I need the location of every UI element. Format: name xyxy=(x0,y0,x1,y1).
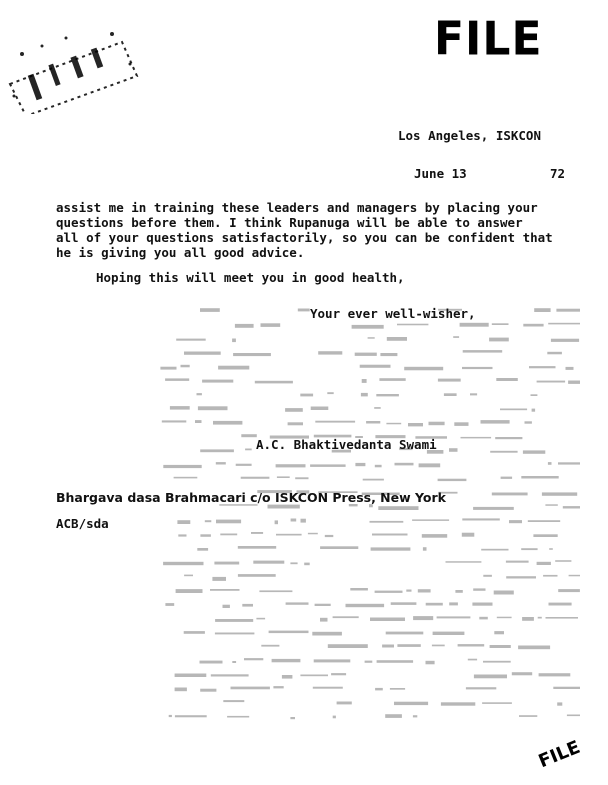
bleed-speck xyxy=(200,534,211,537)
bleed-speck xyxy=(377,660,414,663)
bleed-speck xyxy=(523,450,545,453)
bleed-speck xyxy=(522,617,534,621)
bleed-speck xyxy=(406,590,411,592)
bleed-speck xyxy=(455,590,462,593)
bleed-speck xyxy=(165,378,189,381)
bleed-speck xyxy=(374,407,381,409)
bleed-speck xyxy=(211,674,249,676)
bleed-speck xyxy=(438,479,467,481)
bleed-speck xyxy=(300,394,313,397)
bleed-speck xyxy=(318,351,342,354)
bleed-speck xyxy=(494,631,504,634)
bleed-speck xyxy=(366,421,380,424)
bleed-speck xyxy=(523,324,543,327)
bleed-speck xyxy=(365,661,373,663)
bleed-speck xyxy=(165,603,174,606)
bleed-speck xyxy=(461,437,492,439)
bleed-speck xyxy=(200,689,216,692)
bleed-speck xyxy=(220,534,237,536)
bleed-speck xyxy=(521,548,537,550)
bleed-speck xyxy=(474,675,507,679)
bleed-speck xyxy=(300,675,328,677)
bleed-speck xyxy=(232,339,236,343)
bleed-speck xyxy=(566,367,574,370)
bleed-speck xyxy=(489,338,509,342)
bleed-speck xyxy=(162,420,187,422)
bleed-speck xyxy=(378,506,418,510)
bleed-speck xyxy=(285,408,303,412)
bleed-speck xyxy=(210,589,240,591)
bleed-speck xyxy=(482,702,512,704)
bleed-speck xyxy=(370,618,405,622)
bleed-through-texture xyxy=(150,300,580,740)
bleed-speck xyxy=(473,507,514,510)
bleed-speck xyxy=(232,661,236,663)
recipient-line: Bhargava dasa Brahmacari c/o ISKCON Press, New York xyxy=(56,490,446,505)
bleed-speck xyxy=(413,715,417,717)
bleed-speck xyxy=(170,406,190,410)
bleed-speck xyxy=(242,604,253,607)
bleed-speck xyxy=(327,392,333,394)
bleed-speck xyxy=(216,462,226,464)
bleed-speck xyxy=(268,505,300,509)
bleed-speck xyxy=(490,645,511,648)
bleed-speck xyxy=(462,518,500,520)
bleed-speck xyxy=(195,420,202,423)
bleed-speck xyxy=(466,687,496,689)
bleed-speck xyxy=(355,353,377,356)
bleed-speck xyxy=(310,464,346,467)
letter-year: 72 xyxy=(550,166,566,181)
bleed-speck xyxy=(557,702,562,705)
bleed-speck xyxy=(419,463,441,467)
bleed-speck xyxy=(175,715,207,717)
bleed-speck xyxy=(163,562,203,565)
bleed-speck xyxy=(555,560,571,562)
bleed-speck xyxy=(453,336,459,338)
bleed-speck xyxy=(235,324,254,328)
bleed-speck xyxy=(290,562,297,564)
bleed-speck xyxy=(215,619,253,622)
bleed-speck xyxy=(547,352,562,355)
bleed-speck xyxy=(483,575,492,577)
body-line: he is giving you all good advice. xyxy=(56,245,305,260)
bleed-speck xyxy=(372,534,408,536)
bleed-speck xyxy=(500,409,527,411)
bleed-speck xyxy=(213,421,242,425)
bleed-speck xyxy=(543,575,557,577)
bleed-speck xyxy=(275,520,278,524)
file-stamp-bottom: FILE xyxy=(535,736,584,773)
bleed-speck xyxy=(531,394,538,396)
bleed-speck xyxy=(361,393,368,397)
bleed-speck xyxy=(462,367,493,369)
bleed-speck xyxy=(282,675,293,679)
bleed-speck xyxy=(382,645,394,648)
bleed-speck xyxy=(390,688,405,690)
bleed-speck xyxy=(497,617,512,619)
bleed-speck xyxy=(288,422,303,425)
bleed-speck xyxy=(160,367,176,370)
bleed-speck xyxy=(202,380,233,383)
bleed-speck xyxy=(529,366,556,368)
bleed-speck xyxy=(286,602,309,604)
bleed-speck xyxy=(350,588,368,591)
bleed-speck xyxy=(245,449,252,451)
bleed-speck xyxy=(231,687,270,690)
bleed-speck xyxy=(371,547,411,550)
bleed-speck xyxy=(253,561,284,564)
bleed-speck xyxy=(176,339,206,341)
bleed-speck xyxy=(433,632,465,635)
bleed-speck xyxy=(241,434,256,437)
bleed-speck xyxy=(325,535,334,537)
bleed-speck xyxy=(315,421,355,423)
bleed-speck xyxy=(176,589,203,593)
bleed-speck xyxy=(244,658,263,660)
bleed-speck xyxy=(490,451,517,453)
bleed-speck xyxy=(386,632,424,635)
bleed-speck xyxy=(437,616,471,618)
bleed-speck xyxy=(290,717,295,719)
bleed-speck xyxy=(481,420,510,424)
bleed-speck xyxy=(553,687,580,689)
bleed-speck xyxy=(422,534,447,538)
bleed-speck xyxy=(238,574,276,577)
bleed-speck xyxy=(528,520,560,522)
bleed-speck xyxy=(215,633,255,635)
bleed-speck xyxy=(481,549,508,551)
bleed-speck xyxy=(277,476,290,478)
bleed-speck xyxy=(255,381,293,384)
bleed-speck xyxy=(545,504,557,506)
bleed-speck xyxy=(181,365,190,368)
bleed-speck xyxy=(472,603,492,606)
bleed-speck xyxy=(368,337,375,339)
bleed-speck xyxy=(567,715,580,717)
bleed-speck xyxy=(438,309,462,311)
bleed-speck xyxy=(568,381,580,384)
bleed-speck xyxy=(479,617,488,620)
bleed-speck xyxy=(385,714,402,718)
bleed-speck xyxy=(539,673,571,676)
bleed-speck xyxy=(315,604,331,606)
bleed-speck xyxy=(238,546,276,549)
bleed-speck xyxy=(197,548,208,551)
bleed-speck xyxy=(446,561,482,563)
bleed-speck xyxy=(352,325,384,329)
bleed-speck xyxy=(233,353,271,356)
bleed-speck xyxy=(295,477,308,479)
bleed-speck xyxy=(184,631,205,634)
bleed-speck xyxy=(512,672,532,675)
bleed-speck xyxy=(177,520,190,524)
bleed-speck xyxy=(460,323,489,327)
bleed-speck xyxy=(558,589,580,592)
bleed-speck xyxy=(163,465,201,468)
bleed-speck xyxy=(509,520,522,523)
bleed-speck xyxy=(449,602,458,605)
bleed-speck xyxy=(320,618,328,622)
bleed-speck xyxy=(178,534,186,536)
bleed-speck xyxy=(426,603,443,606)
bleed-speck xyxy=(346,604,385,607)
bleed-speck xyxy=(174,477,198,479)
bleed-speck xyxy=(492,323,509,325)
bleed-speck xyxy=(216,520,241,524)
bleed-speck xyxy=(380,353,397,356)
bleed-speck xyxy=(494,591,514,595)
bleed-speck xyxy=(312,632,342,636)
bleed-speck xyxy=(276,534,302,536)
bleed-speck xyxy=(223,700,244,702)
bleed-speck xyxy=(198,406,228,410)
bleed-speck xyxy=(375,465,382,468)
bleed-speck xyxy=(534,308,550,312)
bleed-speck xyxy=(333,716,336,719)
bleed-speck xyxy=(261,645,279,647)
bleed-speck xyxy=(569,575,580,577)
bleed-speck xyxy=(328,644,368,648)
bleed-speck xyxy=(556,309,580,312)
bleed-speck xyxy=(549,603,572,606)
bleed-speck xyxy=(418,589,431,592)
bleed-speck xyxy=(298,309,310,312)
bleed-speck xyxy=(542,492,577,495)
bleed-speck xyxy=(563,506,580,508)
bleed-speck xyxy=(276,464,306,467)
bleed-speck xyxy=(362,379,367,383)
letter-place: Los Angeles, ISKCON xyxy=(398,128,541,143)
bleed-speck xyxy=(259,590,292,592)
bleed-speck xyxy=(360,365,391,368)
bleed-speck xyxy=(314,659,351,662)
bleed-speck xyxy=(473,588,485,590)
bleed-speck xyxy=(501,477,512,479)
bleed-speck xyxy=(506,576,536,578)
bleed-speck xyxy=(333,616,359,618)
bleed-speck xyxy=(376,394,399,396)
bleed-speck xyxy=(387,337,407,341)
bleed-speck xyxy=(218,366,249,370)
bleed-speck xyxy=(438,379,461,382)
bleed-speck xyxy=(519,715,537,717)
bleed-speck xyxy=(394,702,428,705)
bleed-speck xyxy=(169,715,172,717)
bleed-speck xyxy=(391,602,417,605)
bleed-speck xyxy=(496,378,518,381)
closing-line: Hoping this will meet you in good health, xyxy=(96,270,405,285)
bleed-speck xyxy=(532,409,536,412)
bleed-speck xyxy=(521,476,558,479)
bleed-speck xyxy=(454,422,468,426)
bleed-speck xyxy=(548,462,552,465)
initials: ACB/sda xyxy=(56,516,109,531)
bleed-speck xyxy=(175,688,187,692)
signatory-name: A.C. Bhaktivedanta Swami xyxy=(256,437,437,452)
bleed-speck xyxy=(412,519,449,521)
bleed-speck xyxy=(261,323,281,327)
bleed-speck xyxy=(184,575,193,577)
bleed-speck xyxy=(404,367,443,371)
bleed-speck xyxy=(441,702,475,705)
bleed-speck xyxy=(273,686,283,688)
bleed-speck xyxy=(408,423,423,426)
bleed-speck xyxy=(386,423,401,425)
bleed-speck xyxy=(525,421,532,423)
bleed-speck xyxy=(214,562,239,565)
bleed-speck xyxy=(548,323,580,325)
bleed-speck xyxy=(370,521,404,523)
bleed-speck xyxy=(538,617,542,619)
bleed-speck xyxy=(320,546,358,549)
bleed-speck xyxy=(470,393,477,395)
bleed-speck xyxy=(311,407,329,411)
bleed-speck xyxy=(533,534,557,537)
bleed-speck xyxy=(458,644,485,646)
bleed-speck xyxy=(212,577,226,581)
bleed-speck xyxy=(432,645,445,647)
bleed-speck xyxy=(397,644,420,647)
bleed-speck xyxy=(308,533,318,535)
bleed-speck xyxy=(200,308,220,312)
bleed-speck xyxy=(449,448,458,452)
bleed-speck xyxy=(205,520,212,522)
bleed-speck xyxy=(537,562,551,565)
bleed-speck xyxy=(291,519,297,522)
bleed-speck xyxy=(175,674,207,678)
bleed-speck xyxy=(227,716,249,718)
bleed-speck xyxy=(197,393,202,395)
body-line: all of your questions satisfactorily, so you can be confident that xyxy=(56,230,553,245)
bleed-speck xyxy=(468,659,477,661)
bleed-speck xyxy=(363,479,384,481)
bleed-speck xyxy=(269,631,309,634)
bleed-speck xyxy=(551,339,579,342)
bleed-speck xyxy=(483,661,511,663)
bleed-speck xyxy=(331,673,346,675)
body-line: questions before them. I think Rupanuga will be able to answer xyxy=(56,215,523,230)
bleed-speck xyxy=(313,687,343,689)
bleed-speck xyxy=(256,618,265,620)
bleed-speck xyxy=(413,616,433,620)
bleed-speck xyxy=(537,381,566,383)
bleed-speck xyxy=(379,378,405,381)
body-line: assist me in training these leaders and managers by placing your xyxy=(56,200,538,215)
valediction: Your ever well-wisher, xyxy=(310,306,476,321)
bleed-speck xyxy=(492,493,528,496)
bleed-speck xyxy=(375,688,383,691)
bleed-speck xyxy=(495,437,522,439)
bleed-speck xyxy=(251,532,263,534)
bleed-speck xyxy=(200,661,223,664)
bleed-speck xyxy=(304,563,310,566)
bleed-speck xyxy=(506,561,529,563)
bleed-speck xyxy=(426,661,435,665)
bleed-speck xyxy=(200,449,234,452)
bleed-speck xyxy=(546,617,579,619)
bleed-speck xyxy=(236,464,252,466)
bleed-speck xyxy=(301,519,306,523)
faint-file-stamp-icon xyxy=(2,24,152,114)
bleed-speck xyxy=(518,646,550,650)
bleed-speck xyxy=(184,352,221,355)
bleed-speck xyxy=(549,548,553,550)
bleed-speck xyxy=(444,393,457,396)
bleed-speck xyxy=(241,477,270,479)
bleed-speck xyxy=(355,463,365,466)
bleed-speck xyxy=(397,324,428,326)
bleed-speck xyxy=(462,533,475,537)
bleed-speck xyxy=(558,462,580,464)
bleed-speck xyxy=(463,350,503,353)
bleed-speck xyxy=(337,702,352,705)
bleed-speck xyxy=(423,547,427,551)
file-stamp: FILE xyxy=(434,12,543,67)
bleed-speck xyxy=(272,659,301,662)
bleed-speck xyxy=(429,422,445,426)
bleed-speck xyxy=(395,463,414,466)
letter-date: June 13 xyxy=(414,166,467,181)
bleed-speck xyxy=(375,591,403,593)
bleed-speck xyxy=(223,605,230,608)
